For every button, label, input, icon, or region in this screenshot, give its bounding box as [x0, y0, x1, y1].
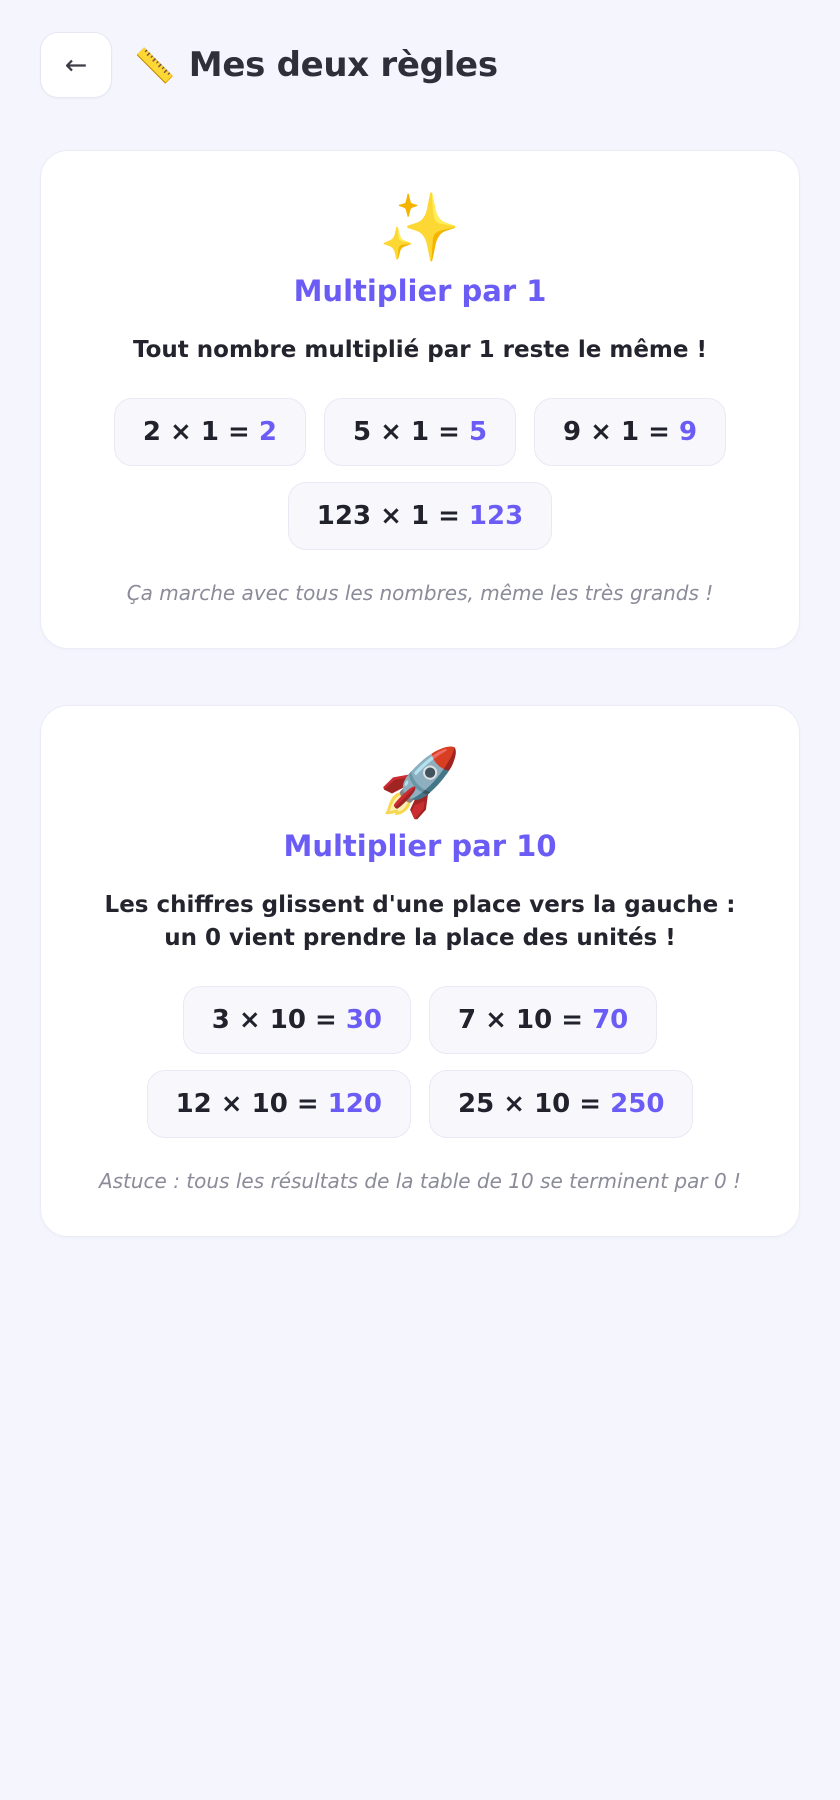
- rocket-icon: 🚀: [378, 743, 462, 821]
- example-result: 70: [592, 1004, 629, 1035]
- example-expression: 123 × 1 =: [316, 500, 469, 531]
- example-result: 123: [468, 500, 524, 531]
- rule-card-title: Multiplier par 1: [293, 274, 547, 309]
- rule-card-note: Ça marche avec tous les nombres, même les très grands !: [126, 580, 714, 605]
- rule-card-description: Les chiffres glissent d'une place vers la gauche : un 0 vient prendre la place des unités !: [104, 891, 736, 952]
- example-chip[interactable]: [147, 1070, 411, 1138]
- rule-card-multiply-by-1: [40, 150, 800, 649]
- example-expression: 9 × 1 =: [563, 416, 679, 447]
- example-chip[interactable]: [429, 1070, 693, 1138]
- example-result: 250: [610, 1088, 665, 1119]
- example-expression: 12 × 10 =: [175, 1088, 328, 1119]
- example-chip[interactable]: [288, 482, 552, 550]
- page-header: [40, 32, 800, 98]
- example-expression: 7 × 10 =: [458, 1004, 593, 1035]
- example-chip[interactable]: [114, 398, 306, 466]
- sparkles-icon: ✨: [378, 189, 462, 266]
- ruler-icon: 📏: [134, 45, 175, 85]
- back-button[interactable]: [40, 32, 112, 98]
- example-result: 9: [679, 416, 698, 447]
- page-title: [134, 45, 498, 85]
- arrow-left-icon: ←: [64, 49, 88, 81]
- example-result: 120: [327, 1088, 382, 1119]
- example-list: [75, 986, 765, 1138]
- example-list: [75, 398, 765, 550]
- example-expression: 5 × 1 =: [352, 416, 469, 447]
- example-result: 2: [258, 416, 277, 447]
- rule-card-multiply-by-10: [40, 705, 800, 1237]
- example-result: 5: [468, 416, 488, 447]
- example-chip[interactable]: [429, 986, 657, 1054]
- example-result: 30: [345, 1004, 382, 1035]
- example-chip[interactable]: [183, 986, 411, 1054]
- rule-card-description: Tout nombre multiplié par 1 reste le même !: [132, 337, 707, 364]
- rule-card-title: Multiplier par 10: [283, 828, 557, 863]
- example-expression: 2 × 1 =: [142, 416, 259, 447]
- example-expression: 25 × 10 =: [458, 1088, 611, 1119]
- example-chip[interactable]: [534, 398, 726, 466]
- rule-card-note: Astuce : tous les résultats de la table de 10 se terminent par 0 !: [98, 1168, 742, 1193]
- example-expression: 3 × 10 =: [211, 1004, 346, 1035]
- example-chip[interactable]: [324, 398, 516, 466]
- page-title-text: Mes deux règles: [188, 45, 498, 85]
